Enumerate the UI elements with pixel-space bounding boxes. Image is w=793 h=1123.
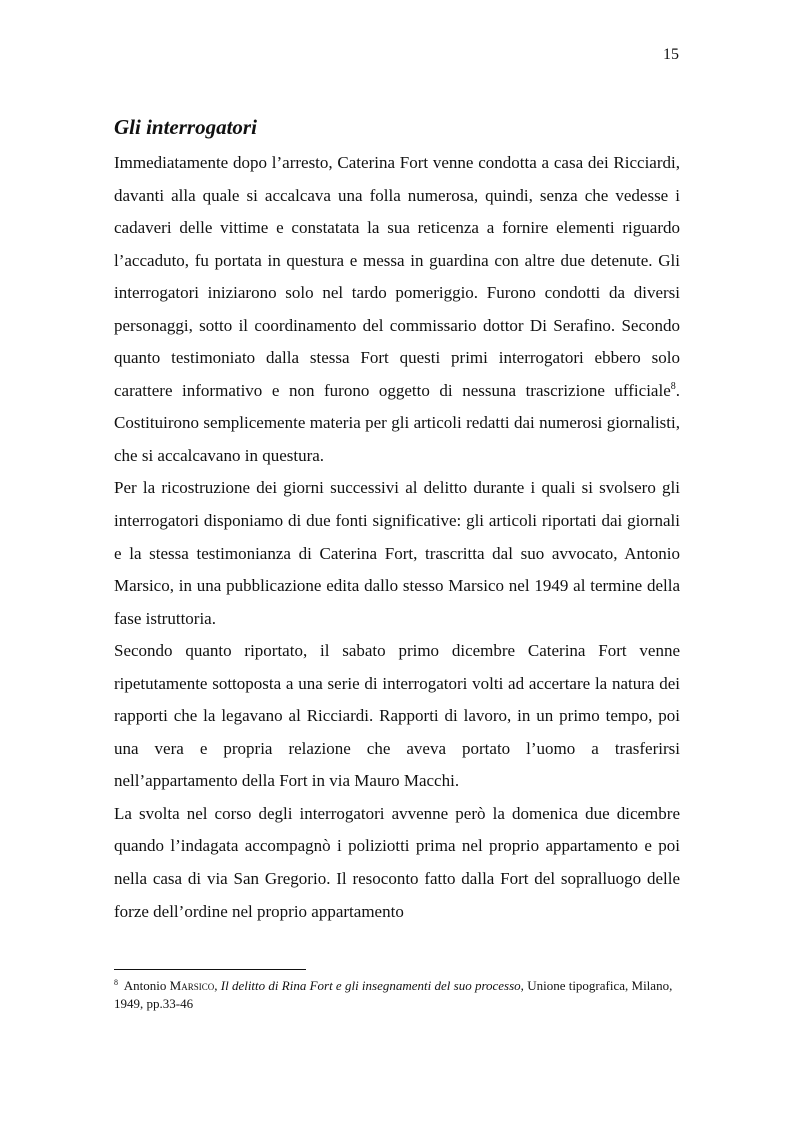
page-number: 15 [663, 46, 679, 63]
footnote-separator [114, 969, 306, 970]
footnote-author-last: Marsico [169, 978, 215, 993]
footnote [114, 977, 680, 1013]
footnote-number: 8 [114, 978, 118, 987]
body-text [114, 147, 680, 928]
paragraph-4: La svolta nel corso degli interrogatori avvenne però la domenica due dicembre quando l’indagata accompagnò i poliziotti prima nel proprio appartamento e poi nella casa di via San Gregorio. Il resoconto fatto dalla Fort del sopralluogo delle forze dell’ordine nel proprio appartamento [114, 803, 680, 921]
paragraph-2: Per la ricostruzione dei giorni successivi al delitto durante i quali si svolsero gli interrogatori disponiamo di due fonti significative: gli articoli riportati dai giornali e la stessa testimonianza di Caterina Fort, trascritta dal suo avvocato, Antonio Marsico, in una pubblicazione edita dallo stesso Marsico nel 1949 al termine della fase istruttoria. [114, 478, 680, 628]
footnote-publication: Unione tipografica, Milano, 1949, pp.33-46 [114, 978, 673, 1011]
paragraph-1 [114, 147, 680, 472]
footnote-author-first: Antonio [123, 978, 167, 993]
paragraph-1-text: Immediatamente dopo l’arresto, Caterina Fort venne condotta a casa dei Ricciardi, davanti alla quale si accalcava una folla numerosa, quindi, senza che vedesse i cadaveri delle vittime e constatata la sua reticenza a fornire elementi riguardo l’accaduto, fu portata in questura e messa in guardina con altre due detenute. Gli interrogatori iniziarono solo nel tardo pomeriggio. Furono condotti da diversi personaggi, sotto il coordinamento del commissario dottor Di Serafino. Secondo quanto testimoniato dalla stessa Fort questi primi interrogatori ebbero solo carattere informativo e non furono oggetto di nessuna trascrizione ufficiale [114, 153, 680, 400]
section-heading: Gli interrogatori [114, 115, 257, 139]
paragraph-3: Secondo quanto riportato, il sabato primo dicembre Caterina Fort venne ripetutamente sottoposta a una serie di interrogatori volti ad accertare la natura dei rapporti che la legavano al Ricciardi. Rapporti di lavoro, in un primo tempo, poi una vera e propria relazione che aveva portato l’uomo a trasferirsi nell’appartamento della Fort in via Mauro Macchi. [114, 641, 680, 791]
footnote-comma: , [214, 978, 218, 993]
paragraph-1-text-continued: . Costituirono semplicemente materia per gli articoli redatti dai numerosi giornalisti, che si accalcavano in questura. [114, 380, 680, 465]
footnote-title: Il delitto di Rina Fort e gli insegnamenti del suo processo, [220, 978, 524, 993]
footnote-reference[interactable]: 8 [670, 380, 676, 392]
